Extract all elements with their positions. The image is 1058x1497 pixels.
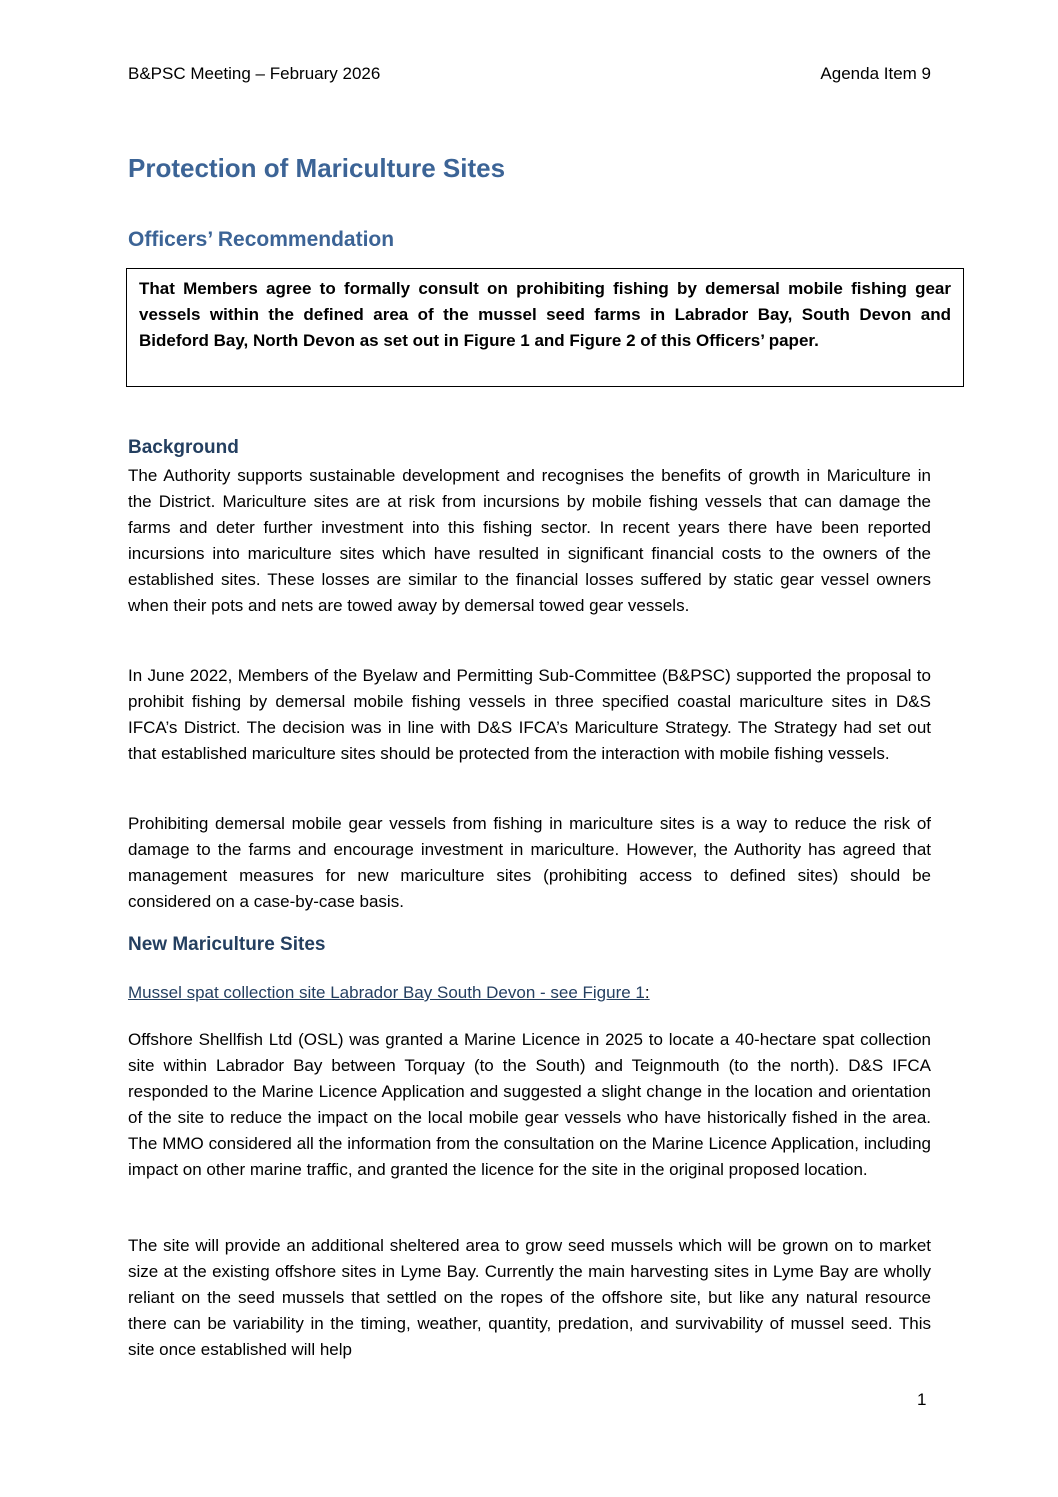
figure-1-link-text[interactable]: Mussel spat collection site Labrador Bay South Devon - see Figure 1	[128, 983, 645, 1002]
figure-1-link[interactable]	[128, 983, 650, 1003]
recommendation-heading: Officers’ Recommendation	[128, 228, 395, 251]
site-paragraph-2: The site will provide an additional sheltered area to grow seed mussels which will be grown on to market size at the existing offshore sites in Lyme Bay. Currently the main harvesting sites in Lyme Bay are wholly reliant on the seed mussels that settled on the ropes of the offshore site, but like any natural resource there can be variability in the timing, weather, quantity, predation, and survivability of mussel seed. This site once established will help	[128, 1236, 931, 1359]
link-colon: :	[644, 983, 650, 1002]
background-paragraph-2: In June 2022, Members of the Byelaw and Permitting Sub-Committee (B&PSC) supported the proposal to prohibit fishing by demersal mobile fishing vessels in three specified coastal mariculture sites in D&S IFCA’s District. The decision was in line with D&S IFCA’s Mariculture Strategy. The Strategy had set out that established mariculture sites should be protected from the interaction with mobile fishing vessels.	[128, 666, 931, 763]
page-title: Protection of Mariculture Sites	[128, 153, 506, 183]
page-number: 1	[917, 1390, 927, 1409]
page-header	[128, 64, 931, 84]
background-paragraph-1: The Authority supports sustainable development and recognises the benefits of growth in Mariculture in the District. Mariculture sites are at risk from incursions by mobile fishing vessels that can damage the farms and deter further investment into this fishing sector. In recent years there have been reported incursions into mariculture sites which have resulted in significant financial costs to the owners of the established sites. These losses are similar to the financial losses suffered by static gear vessel owners when their pots and nets are towed away by demersal towed gear vessels.	[128, 466, 931, 615]
new-sites-heading: New Mariculture Sites	[128, 934, 326, 955]
site-paragraph-1: Offshore Shellfish Ltd (OSL) was granted a Marine Licence in 2025 to locate a 40-hectare spat collection site within Labrador Bay between Torquay (to the South) and Teignmouth (to the north). D&S IFCA responded to the Marine Licence Application and suggested a slight change in the location and orientation of the site to reduce the impact on the local mobile gear vessels who have historically fished in the area. The MMO considered all the information from the consultation on the Marine Licence Application, including impact on other marine traffic, and granted the licence for the site in the original proposed location.	[128, 1030, 931, 1179]
recommendation-box: That Members agree to formally consult on prohibiting fishing by demersal mobile fishing gear vessels within the defined area of the mussel seed farms in Labrador Bay, South Devon and Bideford Bay, North Devon as set out in Figure 1 and Figure 2 of this Officers’ paper.	[126, 268, 964, 387]
background-heading: Background	[128, 437, 239, 458]
header-meeting: B&PSC Meeting – February 2026	[128, 64, 381, 83]
header-agenda-item: Agenda Item 9	[820, 64, 931, 83]
background-paragraph-3: Prohibiting demersal mobile gear vessels from fishing in mariculture sites is a way to reduce the risk of damage to the farms and encourage investment in mariculture. However, the Authority has agreed that management measures for new mariculture sites (prohibiting access to defined sites) should be considered on a case-by-case basis.	[128, 814, 931, 911]
